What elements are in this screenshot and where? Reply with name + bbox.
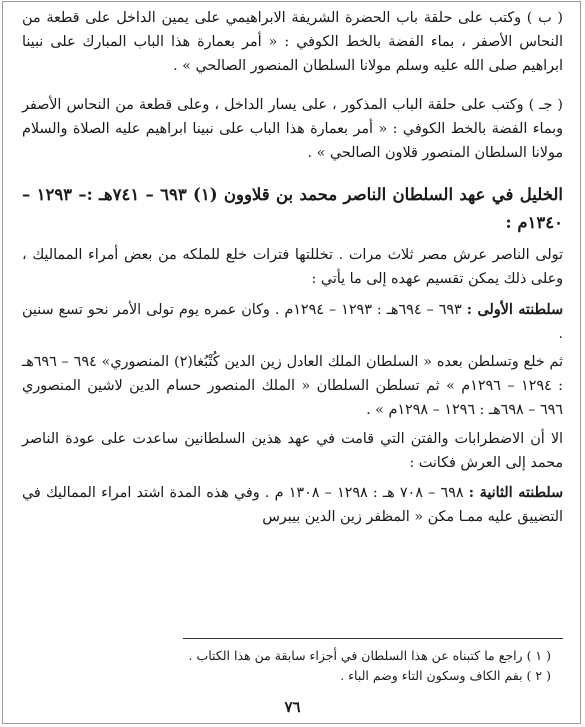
paragraph-intro: تولى الناصر عرش مصر ثلاث مرات . تخللتها فترات خلع للملكه من بعض أمراء المماليك ، وعلى ذلك يمكن تقسيم عهده إلى ما يأتي : — [22, 247, 563, 288]
page-number: ٧٦ — [284, 698, 301, 716]
footnote-1: ( ١ ) راجع ما كتبناه عن هذا السلطان في أجزاء سابقة من هذا الكتاب . — [188, 648, 551, 663]
second-reign-label: سلطنته الثانية : — [468, 485, 563, 502]
paragraph-deposed: ثم خلع وتسلطن بعده « السلطان الملك العادل زين الدين كُتْبُغا(٢) المنصوري» ٦٩٤ – ٦٩٦هـ : ١٢٩٤ – ١٢٩٦م » ثم تسلطن السلطان « الملك المنصور حسام الدين لاشين المنصوري ٦٩٦ – ٦٩٨هـ : ١٢٩٦ – ١٢٩٨م » . — [22, 354, 563, 419]
section-heading: الخليل في عهد السلطان الناصر محمد بن قلاوون (١) ٦٩٣ – ٧٤١هـ :– ١٢٩٣ – ١٣٤٠م : — [22, 185, 563, 233]
first-reign-text: ٦٩٣ – ٦٩٤هـ : ١٢٩٣ – ١٢٩٤م . وكان عمره يوم تولى الأمر نحو تسع سنين . — [22, 301, 563, 342]
paragraph-turmoil: الا أن الاضطرابات والفتن التي قامت في عهد هذين السلطانين ساعدت على عودة الناصر محمد إلى العرش فكانت : — [22, 430, 563, 471]
footnote-rule — [183, 638, 563, 639]
first-reign-label: سلطنته الأولى : — [466, 301, 563, 318]
paragraph-b: ( ب ) وكتب على حلقة باب الحضرة الشريفة الابراهيمي على يمين الداخل على قطعة من النحاس الأصفر ، بماء الفضة بالخط الكوفي : « أمر بعمارة هذا الباب المبارك على نبينا ابراهيم صلى الله عليه وسلم مولانا السلطان المنصور الصالحي » . — [22, 10, 563, 75]
paragraph-second-reign — [22, 481, 563, 529]
paragraph-j: ( جـ ) وكتب على حلقة الباب المذكور ، على يسار الداخل ، وعلى قطعة من النحاس الأصفر وبماء الفضة بالخط الكوفي : « أمر بعمارة هذا الباب على نبينا ابراهيم عليه الصلاة والسلام مولانا السلطان المنصور قلاون الصالحي » . — [22, 96, 563, 162]
footnotes — [22, 646, 563, 686]
second-reign-text: ٦٩٨ – ٧٠٨ هـ : ١٢٩٨ – ١٣٠٨ م . وفي هذه المدة اشتد امراء المماليك في التضييق عليه ممـا مكن « المظفر زين الدين بيبرس — [22, 485, 563, 526]
paragraph-first-reign — [22, 298, 563, 346]
footnote-2: ( ٢ ) بفم الكاف وسكون التاء وضم الباء . — [340, 668, 551, 683]
document-page — [22, 6, 563, 721]
